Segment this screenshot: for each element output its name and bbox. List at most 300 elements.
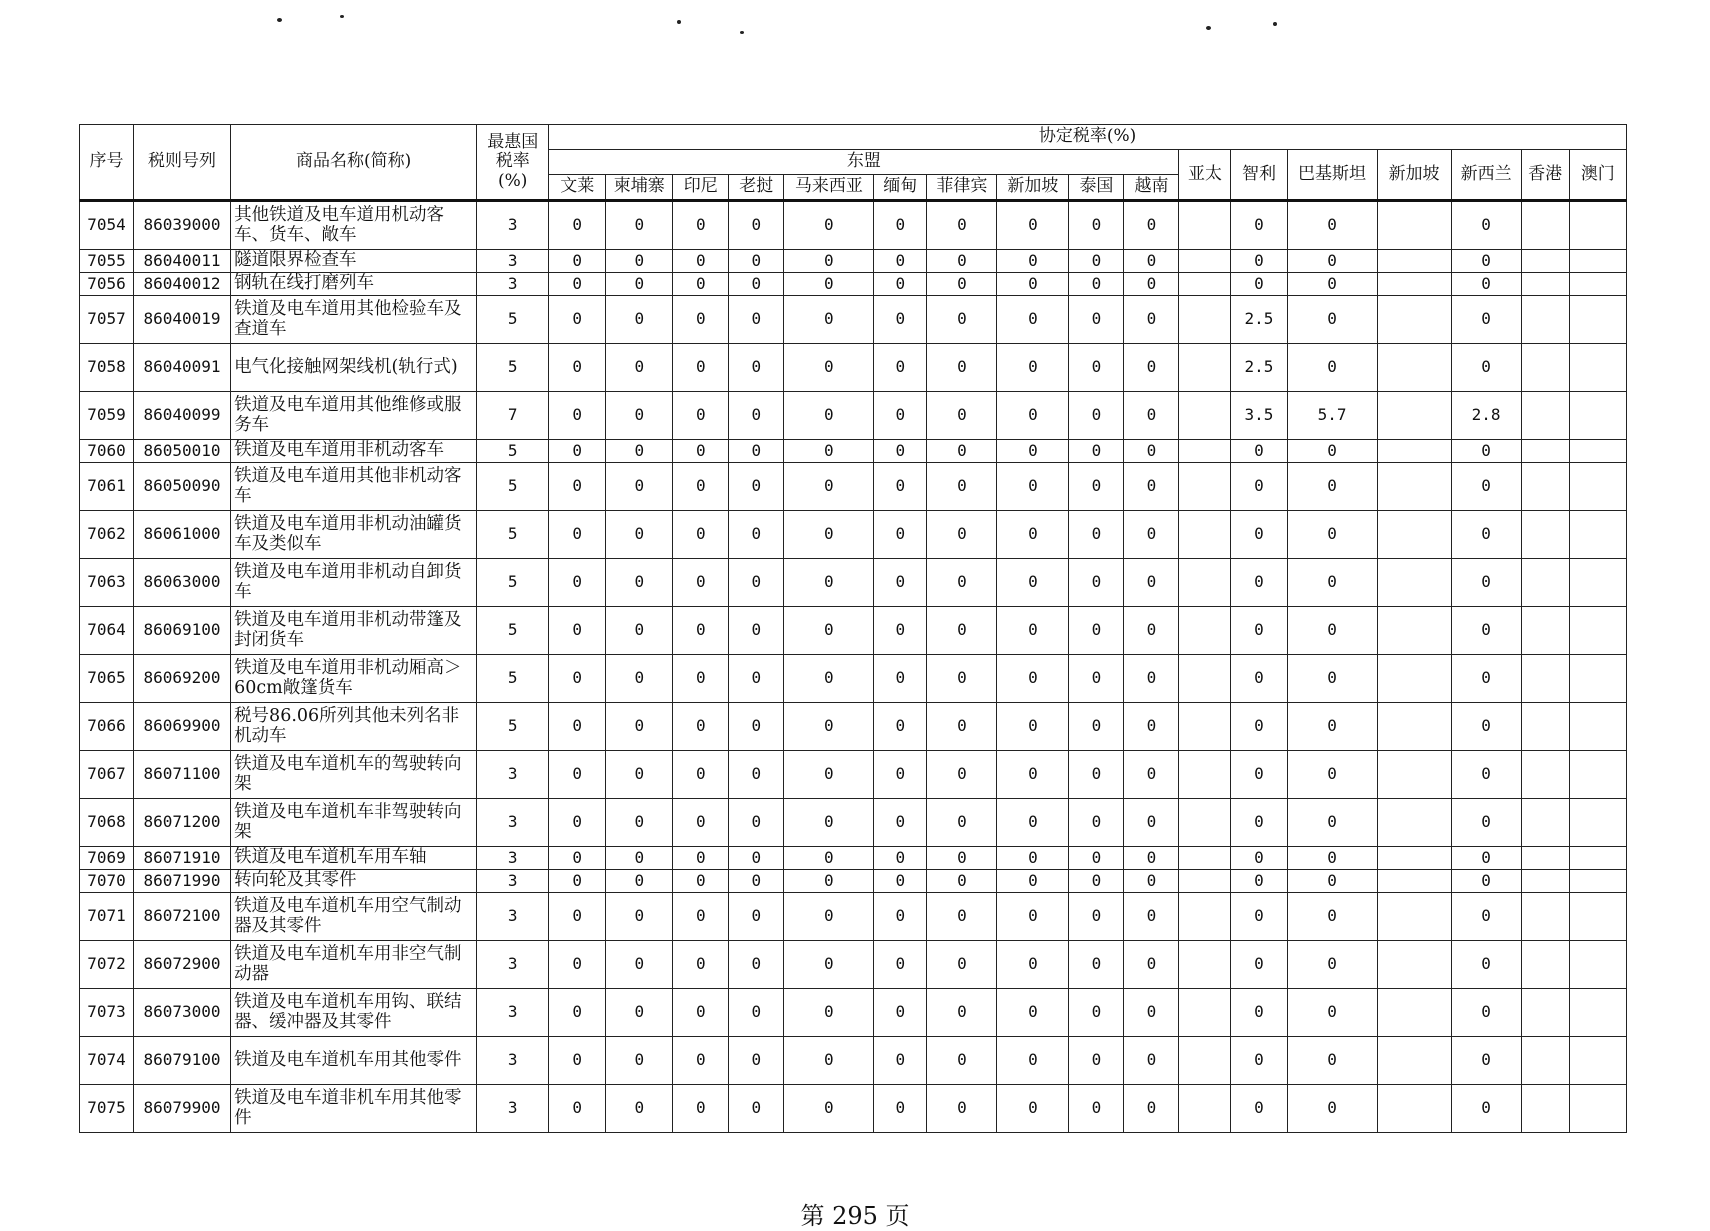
cell-mfn-rate: 3 <box>477 799 549 847</box>
cell-asean-rate: 0 <box>549 1085 606 1133</box>
cell-asean-rate: 0 <box>1069 201 1124 250</box>
cell-seq: 7057 <box>80 296 134 344</box>
cell-new-zealand-rate: 0 <box>1451 440 1521 463</box>
cell-mfn-rate: 5 <box>477 559 549 607</box>
cell-asean-rate: 0 <box>874 344 927 392</box>
cell-asean-rate: 0 <box>874 273 927 296</box>
cell-asean-rate: 0 <box>1069 296 1124 344</box>
cell-asean-rate: 0 <box>874 1037 927 1085</box>
cell-new-zealand-rate: 0 <box>1451 607 1521 655</box>
cell-new-zealand-rate: 2.8 <box>1451 392 1521 440</box>
cell-chile-rate: 0 <box>1231 607 1287 655</box>
cell-macau-rate <box>1569 655 1626 703</box>
cell-singapore-rate <box>1377 344 1451 392</box>
cell-asean-rate: 0 <box>997 607 1069 655</box>
cell-asean-rate: 0 <box>606 1037 673 1085</box>
header-hong-kong: 香港 <box>1521 150 1569 201</box>
cell-asean-rate: 0 <box>606 440 673 463</box>
header-mfn-rate <box>477 125 549 201</box>
cell-apta-rate <box>1179 201 1231 250</box>
cell-new-zealand-rate: 0 <box>1451 511 1521 559</box>
cell-asean-rate: 0 <box>673 511 729 559</box>
header-asean-member: 新加坡 <box>997 175 1069 201</box>
cell-hong-kong-rate <box>1521 250 1569 273</box>
cell-asean-rate: 0 <box>1069 1085 1124 1133</box>
cell-asean-rate: 0 <box>729 941 784 989</box>
cell-product-name: 铁道及电车道非机车用其他零件 <box>231 1085 477 1133</box>
cell-tariff-code: 86069200 <box>134 655 231 703</box>
cell-asean-rate: 0 <box>997 847 1069 870</box>
cell-seq: 7070 <box>80 870 134 893</box>
cell-asean-rate: 0 <box>784 703 874 751</box>
cell-asean-rate: 0 <box>606 989 673 1037</box>
cell-macau-rate <box>1569 392 1626 440</box>
cell-asean-rate: 0 <box>997 344 1069 392</box>
cell-apta-rate <box>1179 870 1231 893</box>
cell-asean-rate: 0 <box>927 751 997 799</box>
cell-asean-rate: 0 <box>1069 799 1124 847</box>
cell-asean-rate: 0 <box>784 799 874 847</box>
cell-asean-rate: 0 <box>997 296 1069 344</box>
cell-mfn-rate: 3 <box>477 273 549 296</box>
cell-apta-rate <box>1179 250 1231 273</box>
cell-asean-rate: 0 <box>1124 201 1179 250</box>
cell-seq: 7058 <box>80 344 134 392</box>
cell-macau-rate <box>1569 296 1626 344</box>
cell-asean-rate: 0 <box>549 511 606 559</box>
cell-tariff-code: 86040099 <box>134 392 231 440</box>
cell-asean-rate: 0 <box>1124 893 1179 941</box>
cell-hong-kong-rate <box>1521 1037 1569 1085</box>
cell-asean-rate: 0 <box>784 870 874 893</box>
cell-asean-rate: 0 <box>606 655 673 703</box>
cell-product-name: 铁道及电车道机车非驾驶转向架 <box>231 799 477 847</box>
cell-asean-rate: 0 <box>549 559 606 607</box>
cell-asean-rate: 0 <box>784 1085 874 1133</box>
cell-asean-rate: 0 <box>729 989 784 1037</box>
cell-tariff-code: 86061000 <box>134 511 231 559</box>
cell-asean-rate: 0 <box>997 870 1069 893</box>
cell-asean-rate: 0 <box>784 344 874 392</box>
cell-asean-rate: 0 <box>927 344 997 392</box>
cell-product-name: 铁道及电车道机车用车轴 <box>231 847 477 870</box>
cell-pakistan-rate: 0 <box>1287 344 1377 392</box>
cell-asean-rate: 0 <box>1069 344 1124 392</box>
cell-product-name: 铁道及电车道用非机动厢高＞60cm敞篷货车 <box>231 655 477 703</box>
cell-tariff-code: 86072100 <box>134 893 231 941</box>
cell-asean-rate: 0 <box>927 273 997 296</box>
cell-hong-kong-rate <box>1521 655 1569 703</box>
header-product-name: 商品名称(简称) <box>231 125 477 201</box>
table-row <box>80 870 1627 893</box>
cell-asean-rate: 0 <box>729 1085 784 1133</box>
cell-asean-rate: 0 <box>927 799 997 847</box>
cell-pakistan-rate: 0 <box>1287 440 1377 463</box>
cell-asean-rate: 0 <box>927 607 997 655</box>
cell-singapore-rate <box>1377 607 1451 655</box>
cell-product-name: 钢轨在线打磨列车 <box>231 273 477 296</box>
cell-asean-rate: 0 <box>549 751 606 799</box>
cell-seq: 7055 <box>80 250 134 273</box>
cell-asean-rate: 0 <box>606 273 673 296</box>
cell-asean-rate: 0 <box>1069 655 1124 703</box>
cell-hong-kong-rate <box>1521 941 1569 989</box>
cell-asean-rate: 0 <box>673 751 729 799</box>
header-tariff-code: 税则号列 <box>134 125 231 201</box>
cell-pakistan-rate: 0 <box>1287 989 1377 1037</box>
cell-apta-rate <box>1179 799 1231 847</box>
cell-asean-rate: 0 <box>997 463 1069 511</box>
cell-product-name: 铁道及电车道机车用非空气制动器 <box>231 941 477 989</box>
cell-macau-rate <box>1569 344 1626 392</box>
cell-apta-rate <box>1179 703 1231 751</box>
table-row <box>80 273 1627 296</box>
cell-singapore-rate <box>1377 893 1451 941</box>
cell-asean-rate: 0 <box>1069 392 1124 440</box>
cell-hong-kong-rate <box>1521 440 1569 463</box>
cell-macau-rate <box>1569 870 1626 893</box>
cell-asean-rate: 0 <box>784 1037 874 1085</box>
cell-seq: 7068 <box>80 799 134 847</box>
cell-singapore-rate <box>1377 870 1451 893</box>
cell-asean-rate: 0 <box>874 607 927 655</box>
cell-tariff-code: 86050010 <box>134 440 231 463</box>
cell-asean-rate: 0 <box>874 511 927 559</box>
cell-asean-rate: 0 <box>606 1085 673 1133</box>
cell-product-name: 铁道及电车道机车的驾驶转向架 <box>231 751 477 799</box>
cell-new-zealand-rate: 0 <box>1451 344 1521 392</box>
header-seq: 序号 <box>80 125 134 201</box>
cell-tariff-code: 86079900 <box>134 1085 231 1133</box>
cell-asean-rate: 0 <box>1124 1037 1179 1085</box>
table-row <box>80 440 1627 463</box>
table-row <box>80 296 1627 344</box>
cell-singapore-rate <box>1377 799 1451 847</box>
cell-asean-rate: 0 <box>729 440 784 463</box>
cell-chile-rate: 0 <box>1231 989 1287 1037</box>
cell-singapore-rate <box>1377 989 1451 1037</box>
table-row <box>80 201 1627 250</box>
cell-singapore-rate <box>1377 1037 1451 1085</box>
cell-asean-rate: 0 <box>927 847 997 870</box>
cell-asean-rate: 0 <box>1124 655 1179 703</box>
cell-mfn-rate: 5 <box>477 511 549 559</box>
cell-tariff-code: 86039000 <box>134 201 231 250</box>
cell-product-name: 铁道及电车道用其他检验车及查道车 <box>231 296 477 344</box>
header-agreement-rate: 协定税率(%) <box>549 125 1627 150</box>
cell-pakistan-rate: 0 <box>1287 751 1377 799</box>
header-new-zealand: 新西兰 <box>1451 150 1521 201</box>
cell-mfn-rate: 5 <box>477 463 549 511</box>
cell-macau-rate <box>1569 273 1626 296</box>
cell-macau-rate <box>1569 847 1626 870</box>
table-row <box>80 559 1627 607</box>
cell-asean-rate: 0 <box>606 559 673 607</box>
scan-speck <box>740 31 744 34</box>
scan-speck <box>1206 26 1211 30</box>
cell-asean-rate: 0 <box>927 870 997 893</box>
header-pakistan: 巴基斯坦 <box>1287 150 1377 201</box>
cell-asean-rate: 0 <box>1069 870 1124 893</box>
cell-asean-rate: 0 <box>673 440 729 463</box>
cell-asean-rate: 0 <box>997 751 1069 799</box>
header-mfn-line3: (%) <box>497 170 528 191</box>
cell-tariff-code: 86040011 <box>134 250 231 273</box>
cell-apta-rate <box>1179 559 1231 607</box>
cell-pakistan-rate: 0 <box>1287 511 1377 559</box>
cell-asean-rate: 0 <box>673 392 729 440</box>
cell-asean-rate: 0 <box>673 989 729 1037</box>
cell-singapore-rate <box>1377 847 1451 870</box>
cell-asean-rate: 0 <box>673 1085 729 1133</box>
cell-asean-rate: 0 <box>606 703 673 751</box>
cell-chile-rate: 0 <box>1231 751 1287 799</box>
cell-singapore-rate <box>1377 273 1451 296</box>
cell-seq: 7074 <box>80 1037 134 1085</box>
cell-asean-rate: 0 <box>606 511 673 559</box>
cell-macau-rate <box>1569 463 1626 511</box>
cell-chile-rate: 0 <box>1231 201 1287 250</box>
cell-asean-rate: 0 <box>549 893 606 941</box>
cell-singapore-rate <box>1377 559 1451 607</box>
cell-asean-rate: 0 <box>784 559 874 607</box>
cell-asean-rate: 0 <box>673 273 729 296</box>
cell-asean-rate: 0 <box>549 941 606 989</box>
cell-asean-rate: 0 <box>673 1037 729 1085</box>
cell-chile-rate: 2.5 <box>1231 344 1287 392</box>
cell-asean-rate: 0 <box>927 893 997 941</box>
cell-asean-rate: 0 <box>729 344 784 392</box>
cell-asean-rate: 0 <box>927 440 997 463</box>
cell-asean-rate: 0 <box>784 751 874 799</box>
cell-asean-rate: 0 <box>729 703 784 751</box>
cell-singapore-rate <box>1377 296 1451 344</box>
cell-tariff-code: 86050090 <box>134 463 231 511</box>
table-row <box>80 989 1627 1037</box>
cell-asean-rate: 0 <box>673 344 729 392</box>
cell-apta-rate <box>1179 751 1231 799</box>
cell-chile-rate: 0 <box>1231 703 1287 751</box>
cell-chile-rate: 0 <box>1231 511 1287 559</box>
cell-asean-rate: 0 <box>1124 607 1179 655</box>
cell-asean-rate: 0 <box>997 559 1069 607</box>
cell-pakistan-rate: 0 <box>1287 250 1377 273</box>
cell-asean-rate: 0 <box>673 847 729 870</box>
cell-seq: 7071 <box>80 893 134 941</box>
cell-chile-rate: 0 <box>1231 273 1287 296</box>
cell-tariff-code: 86040091 <box>134 344 231 392</box>
header-asean-member: 文莱 <box>549 175 606 201</box>
cell-asean-rate: 0 <box>874 463 927 511</box>
cell-asean-rate: 0 <box>1124 941 1179 989</box>
cell-pakistan-rate: 0 <box>1287 893 1377 941</box>
cell-macau-rate <box>1569 799 1626 847</box>
cell-asean-rate: 0 <box>874 893 927 941</box>
table-row <box>80 655 1627 703</box>
cell-asean-rate: 0 <box>1124 463 1179 511</box>
cell-apta-rate <box>1179 344 1231 392</box>
cell-mfn-rate: 3 <box>477 250 549 273</box>
cell-singapore-rate <box>1377 440 1451 463</box>
cell-asean-rate: 0 <box>673 250 729 273</box>
cell-mfn-rate: 5 <box>477 607 549 655</box>
cell-apta-rate <box>1179 1085 1231 1133</box>
cell-asean-rate: 0 <box>606 870 673 893</box>
cell-asean-rate: 0 <box>784 893 874 941</box>
cell-asean-rate: 0 <box>606 344 673 392</box>
cell-chile-rate: 0 <box>1231 250 1287 273</box>
cell-apta-rate <box>1179 392 1231 440</box>
cell-asean-rate: 0 <box>1069 941 1124 989</box>
cell-asean-rate: 0 <box>927 463 997 511</box>
cell-asean-rate: 0 <box>927 392 997 440</box>
cell-asean-rate: 0 <box>606 847 673 870</box>
cell-seq: 7069 <box>80 847 134 870</box>
cell-asean-rate: 0 <box>606 392 673 440</box>
cell-asean-rate: 0 <box>673 893 729 941</box>
cell-pakistan-rate: 0 <box>1287 463 1377 511</box>
cell-asean-rate: 0 <box>874 250 927 273</box>
cell-asean-rate: 0 <box>874 870 927 893</box>
table-row <box>80 511 1627 559</box>
cell-apta-rate <box>1179 655 1231 703</box>
cell-pakistan-rate: 0 <box>1287 273 1377 296</box>
cell-chile-rate: 0 <box>1231 440 1287 463</box>
cell-asean-rate: 0 <box>673 870 729 893</box>
scan-speck <box>340 15 344 18</box>
cell-new-zealand-rate: 0 <box>1451 989 1521 1037</box>
cell-asean-rate: 0 <box>606 250 673 273</box>
cell-asean-rate: 0 <box>997 989 1069 1037</box>
cell-new-zealand-rate: 0 <box>1451 1037 1521 1085</box>
cell-singapore-rate <box>1377 703 1451 751</box>
header-asean-member: 菲律宾 <box>927 175 997 201</box>
cell-asean-rate: 0 <box>606 751 673 799</box>
cell-product-name: 铁道及电车道用非机动带篷及封闭货车 <box>231 607 477 655</box>
cell-asean-rate: 0 <box>549 607 606 655</box>
cell-asean-rate: 0 <box>1124 273 1179 296</box>
cell-singapore-rate <box>1377 1085 1451 1133</box>
cell-asean-rate: 0 <box>874 941 927 989</box>
cell-macau-rate <box>1569 607 1626 655</box>
cell-singapore-rate <box>1377 511 1451 559</box>
cell-asean-rate: 0 <box>997 440 1069 463</box>
cell-hong-kong-rate <box>1521 703 1569 751</box>
page-number: 第 295 页 <box>800 1202 910 1230</box>
cell-mfn-rate: 5 <box>477 344 549 392</box>
cell-asean-rate: 0 <box>549 847 606 870</box>
cell-asean-rate: 0 <box>1069 273 1124 296</box>
cell-pakistan-rate: 0 <box>1287 1085 1377 1133</box>
cell-asean-rate: 0 <box>673 559 729 607</box>
cell-tariff-code: 86040019 <box>134 296 231 344</box>
cell-chile-rate: 3.5 <box>1231 392 1287 440</box>
cell-apta-rate <box>1179 273 1231 296</box>
cell-macau-rate <box>1569 703 1626 751</box>
cell-new-zealand-rate: 0 <box>1451 799 1521 847</box>
cell-pakistan-rate: 0 <box>1287 201 1377 250</box>
cell-chile-rate: 0 <box>1231 463 1287 511</box>
header-asean-member: 越南 <box>1124 175 1179 201</box>
cell-asean-rate: 0 <box>673 799 729 847</box>
header-asean-member: 印尼 <box>673 175 729 201</box>
table-row <box>80 751 1627 799</box>
cell-macau-rate <box>1569 751 1626 799</box>
cell-tariff-code: 86071100 <box>134 751 231 799</box>
cell-asean-rate: 0 <box>729 250 784 273</box>
cell-asean-rate: 0 <box>606 893 673 941</box>
cell-asean-rate: 0 <box>1124 344 1179 392</box>
cell-asean-rate: 0 <box>997 703 1069 751</box>
header-asean: 东盟 <box>549 150 1179 175</box>
cell-mfn-rate: 7 <box>477 392 549 440</box>
cell-singapore-rate <box>1377 751 1451 799</box>
cell-new-zealand-rate: 0 <box>1451 870 1521 893</box>
cell-asean-rate: 0 <box>729 893 784 941</box>
cell-mfn-rate: 5 <box>477 703 549 751</box>
cell-tariff-code: 86063000 <box>134 559 231 607</box>
scan-speck <box>677 20 681 24</box>
cell-tariff-code: 86071990 <box>134 870 231 893</box>
cell-asean-rate: 0 <box>1069 847 1124 870</box>
cell-asean-rate: 0 <box>874 1085 927 1133</box>
cell-asean-rate: 0 <box>874 703 927 751</box>
cell-asean-rate: 0 <box>1124 799 1179 847</box>
cell-asean-rate: 0 <box>729 559 784 607</box>
header-asean-member: 马来西亚 <box>784 175 874 201</box>
table-body <box>80 201 1627 1133</box>
cell-seq: 7062 <box>80 511 134 559</box>
cell-asean-rate: 0 <box>874 440 927 463</box>
cell-new-zealand-rate: 0 <box>1451 941 1521 989</box>
cell-singapore-rate <box>1377 201 1451 250</box>
cell-mfn-rate: 3 <box>477 847 549 870</box>
cell-asean-rate: 0 <box>606 201 673 250</box>
cell-asean-rate: 0 <box>1124 559 1179 607</box>
table-row <box>80 250 1627 273</box>
cell-new-zealand-rate: 0 <box>1451 703 1521 751</box>
cell-asean-rate: 0 <box>927 941 997 989</box>
cell-mfn-rate: 3 <box>477 201 549 250</box>
cell-hong-kong-rate <box>1521 392 1569 440</box>
cell-mfn-rate: 3 <box>477 870 549 893</box>
cell-asean-rate: 0 <box>549 870 606 893</box>
cell-tariff-code: 86079100 <box>134 1037 231 1085</box>
cell-chile-rate: 0 <box>1231 893 1287 941</box>
cell-asean-rate: 0 <box>1124 870 1179 893</box>
cell-mfn-rate: 3 <box>477 1037 549 1085</box>
cell-tariff-code: 86071200 <box>134 799 231 847</box>
cell-asean-rate: 0 <box>874 296 927 344</box>
cell-hong-kong-rate <box>1521 1085 1569 1133</box>
cell-product-name: 铁道及电车道机车用钩、联结器、缓冲器及其零件 <box>231 989 477 1037</box>
cell-asean-rate: 0 <box>1124 296 1179 344</box>
cell-mfn-rate: 3 <box>477 893 549 941</box>
cell-asean-rate: 0 <box>784 989 874 1037</box>
cell-asean-rate: 0 <box>729 655 784 703</box>
cell-asean-rate: 0 <box>997 941 1069 989</box>
cell-chile-rate: 0 <box>1231 559 1287 607</box>
cell-seq: 7072 <box>80 941 134 989</box>
cell-seq: 7064 <box>80 607 134 655</box>
cell-asean-rate: 0 <box>997 799 1069 847</box>
cell-product-name: 转向轮及其零件 <box>231 870 477 893</box>
cell-asean-rate: 0 <box>927 511 997 559</box>
cell-asean-rate: 0 <box>549 440 606 463</box>
cell-asean-rate: 0 <box>729 799 784 847</box>
cell-apta-rate <box>1179 893 1231 941</box>
cell-apta-rate <box>1179 440 1231 463</box>
